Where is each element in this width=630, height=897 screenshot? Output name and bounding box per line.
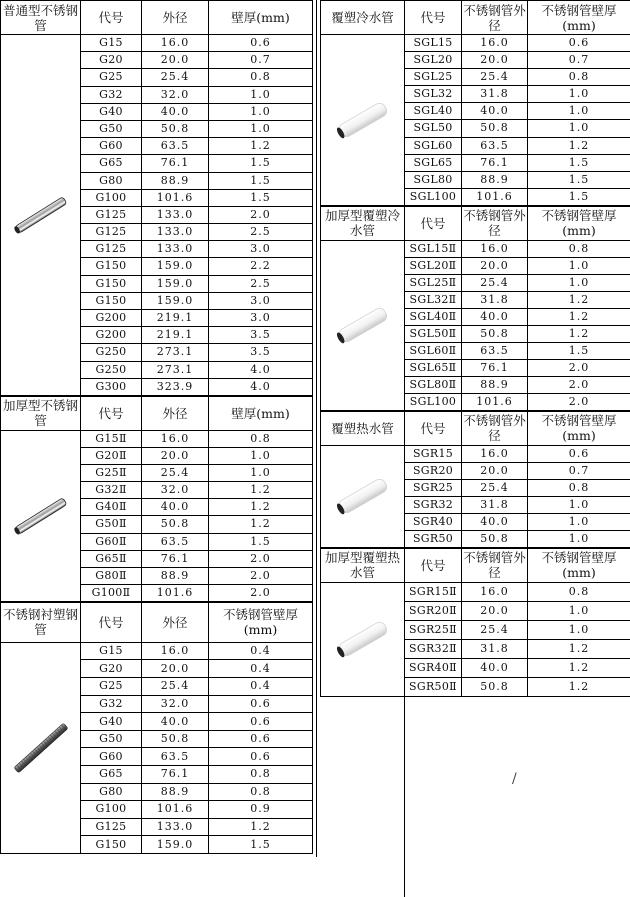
- thick-steel-table: [0, 396, 313, 602]
- diameter-cell: 88.9: [142, 783, 209, 801]
- thickness-cell: 1.0: [528, 620, 630, 639]
- diameter-cell: 32.0: [142, 695, 209, 713]
- diameter-cell: 20.0: [462, 257, 528, 274]
- thickness-cell: 1.0: [209, 120, 313, 137]
- stray-mark: /: [512, 771, 517, 787]
- header-row: [1, 396, 313, 430]
- code-cell: G150: [81, 258, 142, 275]
- diameter-cell: 133.0: [142, 818, 209, 836]
- diameter-cell: 16.0: [462, 35, 528, 52]
- thickness-cell: 1.5: [528, 342, 630, 359]
- thickness-cell: 0.9: [209, 801, 313, 819]
- code-cell: SGL15Ⅱ: [405, 240, 462, 257]
- thickness-cell: 1.0: [209, 86, 313, 103]
- code-cell: SGR40Ⅱ: [405, 658, 462, 677]
- diameter-cell: 16.0: [142, 430, 209, 447]
- product-image-cell: [321, 240, 405, 410]
- code-cell: G80: [81, 172, 142, 189]
- thickness-cell: 1.2: [209, 138, 313, 155]
- thickness-cell: 4.0: [209, 378, 313, 395]
- diameter-cell: 40.0: [462, 103, 528, 120]
- thickness-cell: 0.4: [209, 660, 313, 678]
- thickness-cell: 1.0: [528, 601, 630, 620]
- thickness-cell: 0.8: [209, 783, 313, 801]
- steel-pipe-thick-icon: [1, 481, 80, 551]
- code-cell: G100: [81, 189, 142, 206]
- code-cell: G32Ⅱ: [81, 482, 142, 499]
- thickness-cell: 1.0: [528, 530, 630, 547]
- diameter-cell: 25.4: [142, 678, 209, 696]
- plain-steel-table: [0, 0, 313, 396]
- diameter-cell: 20.0: [142, 448, 209, 465]
- left-column: [0, 0, 312, 854]
- code-cell: G60: [81, 138, 142, 155]
- thickness-cell: 1.5: [528, 154, 630, 171]
- code-header: 代号: [405, 206, 462, 240]
- diameter-cell: 133.0: [142, 224, 209, 241]
- thickness-cell: 1.2: [528, 658, 630, 677]
- code-cell: SGL32: [405, 86, 462, 103]
- code-cell: G250: [81, 361, 142, 378]
- product-image-cell: [1, 430, 81, 601]
- lined-steel-table: [0, 602, 313, 854]
- code-cell: G32: [81, 86, 142, 103]
- thickness-cell: 2.0: [209, 584, 313, 601]
- code-cell: SGL50Ⅱ: [405, 325, 462, 342]
- diameter-cell: 76.1: [142, 766, 209, 784]
- thickness-cell: 0.6: [209, 695, 313, 713]
- diameter-cell: 32.0: [142, 86, 209, 103]
- thickness-cell: 0.7: [528, 52, 630, 69]
- code-cell: SGR50: [405, 530, 462, 547]
- thickness-cell: 1.5: [209, 836, 313, 854]
- diameter-header: 不锈钢管外径: [462, 411, 528, 445]
- diameter-cell: 88.9: [462, 376, 528, 393]
- code-cell: G300: [81, 378, 142, 395]
- diameter-cell: 323.9: [142, 378, 209, 395]
- code-cell: G50Ⅱ: [81, 516, 142, 533]
- code-cell: SGL40: [405, 103, 462, 120]
- table-row: [1, 430, 313, 447]
- thickness-cell: 3.5: [209, 327, 313, 344]
- thickness-cell: 1.5: [528, 188, 630, 205]
- thickness-cell: 1.0: [528, 103, 630, 120]
- code-cell: SGR50Ⅱ: [405, 677, 462, 696]
- code-header: 代号: [405, 548, 462, 582]
- thickness-cell: 1.2: [528, 291, 630, 308]
- diameter-cell: 76.1: [142, 155, 209, 172]
- code-cell: G15: [81, 35, 142, 52]
- coated-cold-pipe-thick-icon: [321, 290, 404, 360]
- diameter-cell: 31.8: [462, 639, 528, 658]
- diameter-cell: 133.0: [142, 206, 209, 223]
- diameter-cell: 20.0: [462, 52, 528, 69]
- category-header: 覆塑冷水管: [321, 1, 405, 35]
- code-cell: SGR20Ⅱ: [405, 601, 462, 620]
- diameter-cell: 63.5: [142, 748, 209, 766]
- diameter-cell: 219.1: [142, 310, 209, 327]
- right-column: [320, 0, 630, 897]
- thickness-cell: 3.0: [209, 292, 313, 309]
- diameter-cell: 88.9: [142, 172, 209, 189]
- code-cell: G150: [81, 836, 142, 854]
- thickness-cell: 1.2: [209, 482, 313, 499]
- product-image-cell: [1, 642, 81, 853]
- code-cell: G150: [81, 292, 142, 309]
- thickness-header: 壁厚(mm): [209, 1, 313, 35]
- table-row: [321, 240, 630, 257]
- table-row: [321, 445, 630, 462]
- diameter-cell: 50.8: [462, 530, 528, 547]
- coated-hot-pipe-thick-icon: [321, 604, 404, 674]
- diameter-cell: 63.5: [462, 342, 528, 359]
- thickness-cell: 0.8: [209, 69, 313, 86]
- diameter-cell: 25.4: [142, 465, 209, 482]
- code-cell: G65Ⅱ: [81, 550, 142, 567]
- blank-area: [404, 697, 630, 897]
- thick-coated-hot-table: [320, 548, 630, 697]
- coated-hot-table: [320, 411, 630, 548]
- header-row: [321, 411, 630, 445]
- thickness-cell: 1.0: [209, 103, 313, 120]
- code-cell: SGL20Ⅱ: [405, 257, 462, 274]
- thickness-cell: 1.2: [209, 818, 313, 836]
- diameter-cell: 31.8: [462, 291, 528, 308]
- diameter-cell: 25.4: [142, 69, 209, 86]
- header-row: [1, 1, 313, 35]
- code-cell: SGL80: [405, 171, 462, 188]
- code-cell: G50: [81, 120, 142, 137]
- code-cell: SGR15Ⅱ: [405, 582, 462, 601]
- diameter-cell: 63.5: [142, 533, 209, 550]
- diameter-cell: 16.0: [462, 582, 528, 601]
- code-cell: G250: [81, 344, 142, 361]
- thickness-cell: 0.8: [528, 479, 630, 496]
- diameter-cell: 25.4: [462, 274, 528, 291]
- diameter-cell: 273.1: [142, 361, 209, 378]
- diameter-cell: 16.0: [142, 35, 209, 52]
- table-row: [1, 642, 313, 660]
- category-header: 加厚型覆塑冷水管: [321, 206, 405, 240]
- thickness-cell: 0.8: [528, 69, 630, 86]
- thickness-cell: 0.7: [209, 52, 313, 69]
- code-cell: SGR40: [405, 513, 462, 530]
- code-cell: SGL15: [405, 35, 462, 52]
- code-cell: G15: [81, 642, 142, 660]
- diameter-cell: 40.0: [462, 308, 528, 325]
- thickness-cell: 2.0: [528, 376, 630, 393]
- code-cell: G25: [81, 678, 142, 696]
- diameter-cell: 88.9: [142, 567, 209, 584]
- thickness-cell: 1.0: [528, 274, 630, 291]
- thickness-cell: 0.6: [209, 35, 313, 52]
- thickness-cell: 0.8: [209, 430, 313, 447]
- thickness-cell: 1.0: [528, 496, 630, 513]
- code-cell: G125: [81, 241, 142, 258]
- diameter-cell: 40.0: [462, 513, 528, 530]
- table-row: [321, 35, 630, 52]
- code-cell: G150: [81, 275, 142, 292]
- diameter-cell: 50.8: [142, 120, 209, 137]
- code-cell: G32: [81, 695, 142, 713]
- thickness-cell: 0.6: [528, 445, 630, 462]
- diameter-cell: 101.6: [462, 188, 528, 205]
- diameter-cell: 50.8: [462, 120, 528, 137]
- thickness-header: 不锈钢管壁厚(mm): [528, 411, 630, 445]
- code-cell: SGL25: [405, 69, 462, 86]
- thickness-header: 不锈钢管壁厚(mm): [528, 548, 630, 582]
- thickness-cell: 0.8: [528, 240, 630, 257]
- diameter-cell: 50.8: [462, 677, 528, 696]
- code-cell: G80Ⅱ: [81, 567, 142, 584]
- product-image-cell: [1, 35, 81, 396]
- diameter-cell: 50.8: [142, 516, 209, 533]
- thickness-cell: 1.5: [209, 155, 313, 172]
- diameter-cell: 219.1: [142, 327, 209, 344]
- thickness-header: 壁厚(mm): [209, 396, 313, 430]
- thickness-cell: 1.5: [209, 189, 313, 206]
- thickness-cell: 1.2: [528, 639, 630, 658]
- diameter-cell: 63.5: [462, 137, 528, 154]
- table-row: [321, 582, 630, 601]
- code-cell: G60: [81, 748, 142, 766]
- thick-coated-cold-table: [320, 206, 630, 411]
- diameter-cell: 159.0: [142, 258, 209, 275]
- code-cell: G40Ⅱ: [81, 499, 142, 516]
- diameter-cell: 76.1: [462, 154, 528, 171]
- diameter-cell: 25.4: [462, 620, 528, 639]
- thickness-cell: 1.2: [528, 137, 630, 154]
- code-cell: SGL32Ⅱ: [405, 291, 462, 308]
- header-row: [321, 206, 630, 240]
- diameter-cell: 20.0: [142, 52, 209, 69]
- thickness-cell: 2.5: [209, 224, 313, 241]
- diameter-cell: 50.8: [462, 325, 528, 342]
- diameter-header: 外径: [142, 396, 209, 430]
- diameter-header: 外径: [142, 602, 209, 642]
- thickness-cell: 0.4: [209, 642, 313, 660]
- header-row: [321, 1, 630, 35]
- diameter-cell: 63.5: [142, 138, 209, 155]
- diameter-cell: 20.0: [462, 601, 528, 620]
- code-cell: G200: [81, 327, 142, 344]
- code-cell: G65: [81, 155, 142, 172]
- thickness-cell: 0.6: [528, 35, 630, 52]
- thickness-cell: 3.5: [209, 344, 313, 361]
- code-cell: SGL20: [405, 52, 462, 69]
- code-cell: SGR25Ⅱ: [405, 620, 462, 639]
- diameter-cell: 76.1: [142, 550, 209, 567]
- table-row: [1, 35, 313, 52]
- thickness-cell: 1.0: [209, 448, 313, 465]
- code-cell: G20: [81, 52, 142, 69]
- thickness-cell: 3.0: [209, 241, 313, 258]
- thickness-cell: 1.5: [528, 171, 630, 188]
- code-cell: SGR15: [405, 445, 462, 462]
- diameter-cell: 20.0: [462, 462, 528, 479]
- code-cell: G20: [81, 660, 142, 678]
- code-cell: G125: [81, 206, 142, 223]
- coated-hot-pipe-icon: [321, 461, 404, 531]
- code-cell: G80: [81, 783, 142, 801]
- category-header: 覆塑热水管: [321, 411, 405, 445]
- thickness-cell: 2.0: [209, 567, 313, 584]
- diameter-cell: 159.0: [142, 275, 209, 292]
- diameter-cell: 76.1: [462, 359, 528, 376]
- thickness-cell: 0.6: [209, 713, 313, 731]
- diameter-cell: 50.8: [142, 730, 209, 748]
- diameter-cell: 16.0: [462, 240, 528, 257]
- code-cell: G40: [81, 713, 142, 731]
- thickness-cell: 1.0: [528, 257, 630, 274]
- thickness-cell: 1.2: [528, 677, 630, 696]
- code-cell: SGL100: [405, 393, 462, 410]
- code-header: 代号: [405, 411, 462, 445]
- code-cell: SGR32Ⅱ: [405, 639, 462, 658]
- code-cell: G25: [81, 69, 142, 86]
- thickness-cell: 1.0: [209, 465, 313, 482]
- thickness-cell: 1.0: [528, 120, 630, 137]
- code-cell: SGR32: [405, 496, 462, 513]
- diameter-header: 不锈钢管外径: [462, 548, 528, 582]
- thickness-cell: 4.0: [209, 361, 313, 378]
- code-cell: SGL25Ⅱ: [405, 274, 462, 291]
- thickness-cell: 0.6: [209, 730, 313, 748]
- code-cell: G50: [81, 730, 142, 748]
- thickness-cell: 1.0: [528, 86, 630, 103]
- diameter-cell: 273.1: [142, 344, 209, 361]
- product-image-cell: [321, 445, 405, 547]
- code-header: 代号: [81, 396, 142, 430]
- category-header: 普通型不锈钢管: [1, 1, 81, 35]
- diameter-cell: 133.0: [142, 241, 209, 258]
- code-cell: G15Ⅱ: [81, 430, 142, 447]
- diameter-cell: 40.0: [142, 499, 209, 516]
- code-cell: SGL60Ⅱ: [405, 342, 462, 359]
- code-cell: G40: [81, 103, 142, 120]
- code-cell: SGL65Ⅱ: [405, 359, 462, 376]
- thickness-header: 不锈钢管壁厚(mm): [209, 602, 313, 642]
- code-cell: SGL50: [405, 120, 462, 137]
- lined-pipe-icon: [1, 713, 80, 783]
- diameter-cell: 32.0: [142, 482, 209, 499]
- category-header: 加厚型不锈钢管: [1, 396, 81, 430]
- thickness-cell: 2.0: [528, 359, 630, 376]
- steel-pipe-icon: [1, 180, 80, 250]
- diameter-cell: 101.6: [142, 801, 209, 819]
- thickness-cell: 3.0: [209, 310, 313, 327]
- diameter-cell: 20.0: [142, 660, 209, 678]
- diameter-cell: 40.0: [462, 658, 528, 677]
- diameter-cell: 159.0: [142, 292, 209, 309]
- thickness-header: 不锈钢管壁厚(mm): [528, 1, 630, 35]
- code-cell: SGL60: [405, 137, 462, 154]
- product-image-cell: [321, 35, 405, 206]
- header-row: [1, 602, 313, 642]
- diameter-cell: 16.0: [142, 642, 209, 660]
- thickness-cell: 0.8: [528, 582, 630, 601]
- header-row: [321, 548, 630, 582]
- code-cell: SGL100: [405, 188, 462, 205]
- diameter-header: 不锈钢管外径: [462, 206, 528, 240]
- thickness-cell: 2.2: [209, 258, 313, 275]
- thickness-cell: 1.0: [528, 513, 630, 530]
- code-header: 代号: [81, 1, 142, 35]
- product-image-cell: [321, 582, 405, 696]
- thickness-cell: 1.5: [209, 533, 313, 550]
- code-cell: SGL65: [405, 154, 462, 171]
- diameter-cell: 16.0: [462, 445, 528, 462]
- code-cell: SGL40Ⅱ: [405, 308, 462, 325]
- diameter-header: 外径: [142, 1, 209, 35]
- category-header: 不锈钢衬塑钢管: [1, 602, 81, 642]
- code-cell: SGR25: [405, 479, 462, 496]
- code-cell: G200: [81, 310, 142, 327]
- code-cell: G20Ⅱ: [81, 448, 142, 465]
- code-cell: G100Ⅱ: [81, 584, 142, 601]
- code-header: 代号: [81, 602, 142, 642]
- code-cell: SGL80Ⅱ: [405, 376, 462, 393]
- diameter-cell: 101.6: [142, 189, 209, 206]
- thickness-cell: 2.0: [528, 393, 630, 410]
- coated-cold-pipe-icon: [321, 85, 404, 155]
- thickness-cell: 0.8: [209, 766, 313, 784]
- thickness-cell: 2.0: [209, 550, 313, 567]
- thickness-cell: 0.7: [528, 462, 630, 479]
- code-header: 代号: [405, 1, 462, 35]
- thickness-cell: 1.2: [209, 516, 313, 533]
- thickness-cell: 0.4: [209, 678, 313, 696]
- code-cell: G25Ⅱ: [81, 465, 142, 482]
- thickness-cell: 1.2: [209, 499, 313, 516]
- code-cell: G125: [81, 224, 142, 241]
- diameter-cell: 40.0: [142, 103, 209, 120]
- coated-cold-table: [320, 0, 630, 206]
- diameter-cell: 101.6: [142, 584, 209, 601]
- thickness-header: 不锈钢管壁厚(mm): [528, 206, 630, 240]
- diameter-cell: 25.4: [462, 479, 528, 496]
- category-header: 加厚型覆塑热水管: [321, 548, 405, 582]
- diameter-cell: 25.4: [462, 69, 528, 86]
- diameter-header: 不锈钢管外径: [462, 1, 528, 35]
- diameter-cell: 88.9: [462, 171, 528, 188]
- thickness-cell: 0.6: [209, 748, 313, 766]
- diameter-cell: 31.8: [462, 496, 528, 513]
- code-cell: G125: [81, 818, 142, 836]
- diameter-cell: 159.0: [142, 836, 209, 854]
- thickness-cell: 2.0: [209, 206, 313, 223]
- thickness-cell: 1.2: [528, 308, 630, 325]
- code-cell: G65: [81, 766, 142, 784]
- code-cell: SGR20: [405, 462, 462, 479]
- diameter-cell: 101.6: [462, 393, 528, 410]
- column-divider: [316, 0, 317, 857]
- diameter-cell: 40.0: [142, 713, 209, 731]
- thickness-cell: 1.2: [528, 325, 630, 342]
- thickness-cell: 1.5: [209, 172, 313, 189]
- diameter-cell: 31.8: [462, 86, 528, 103]
- thickness-cell: 2.5: [209, 275, 313, 292]
- code-cell: G100: [81, 801, 142, 819]
- code-cell: G60Ⅱ: [81, 533, 142, 550]
